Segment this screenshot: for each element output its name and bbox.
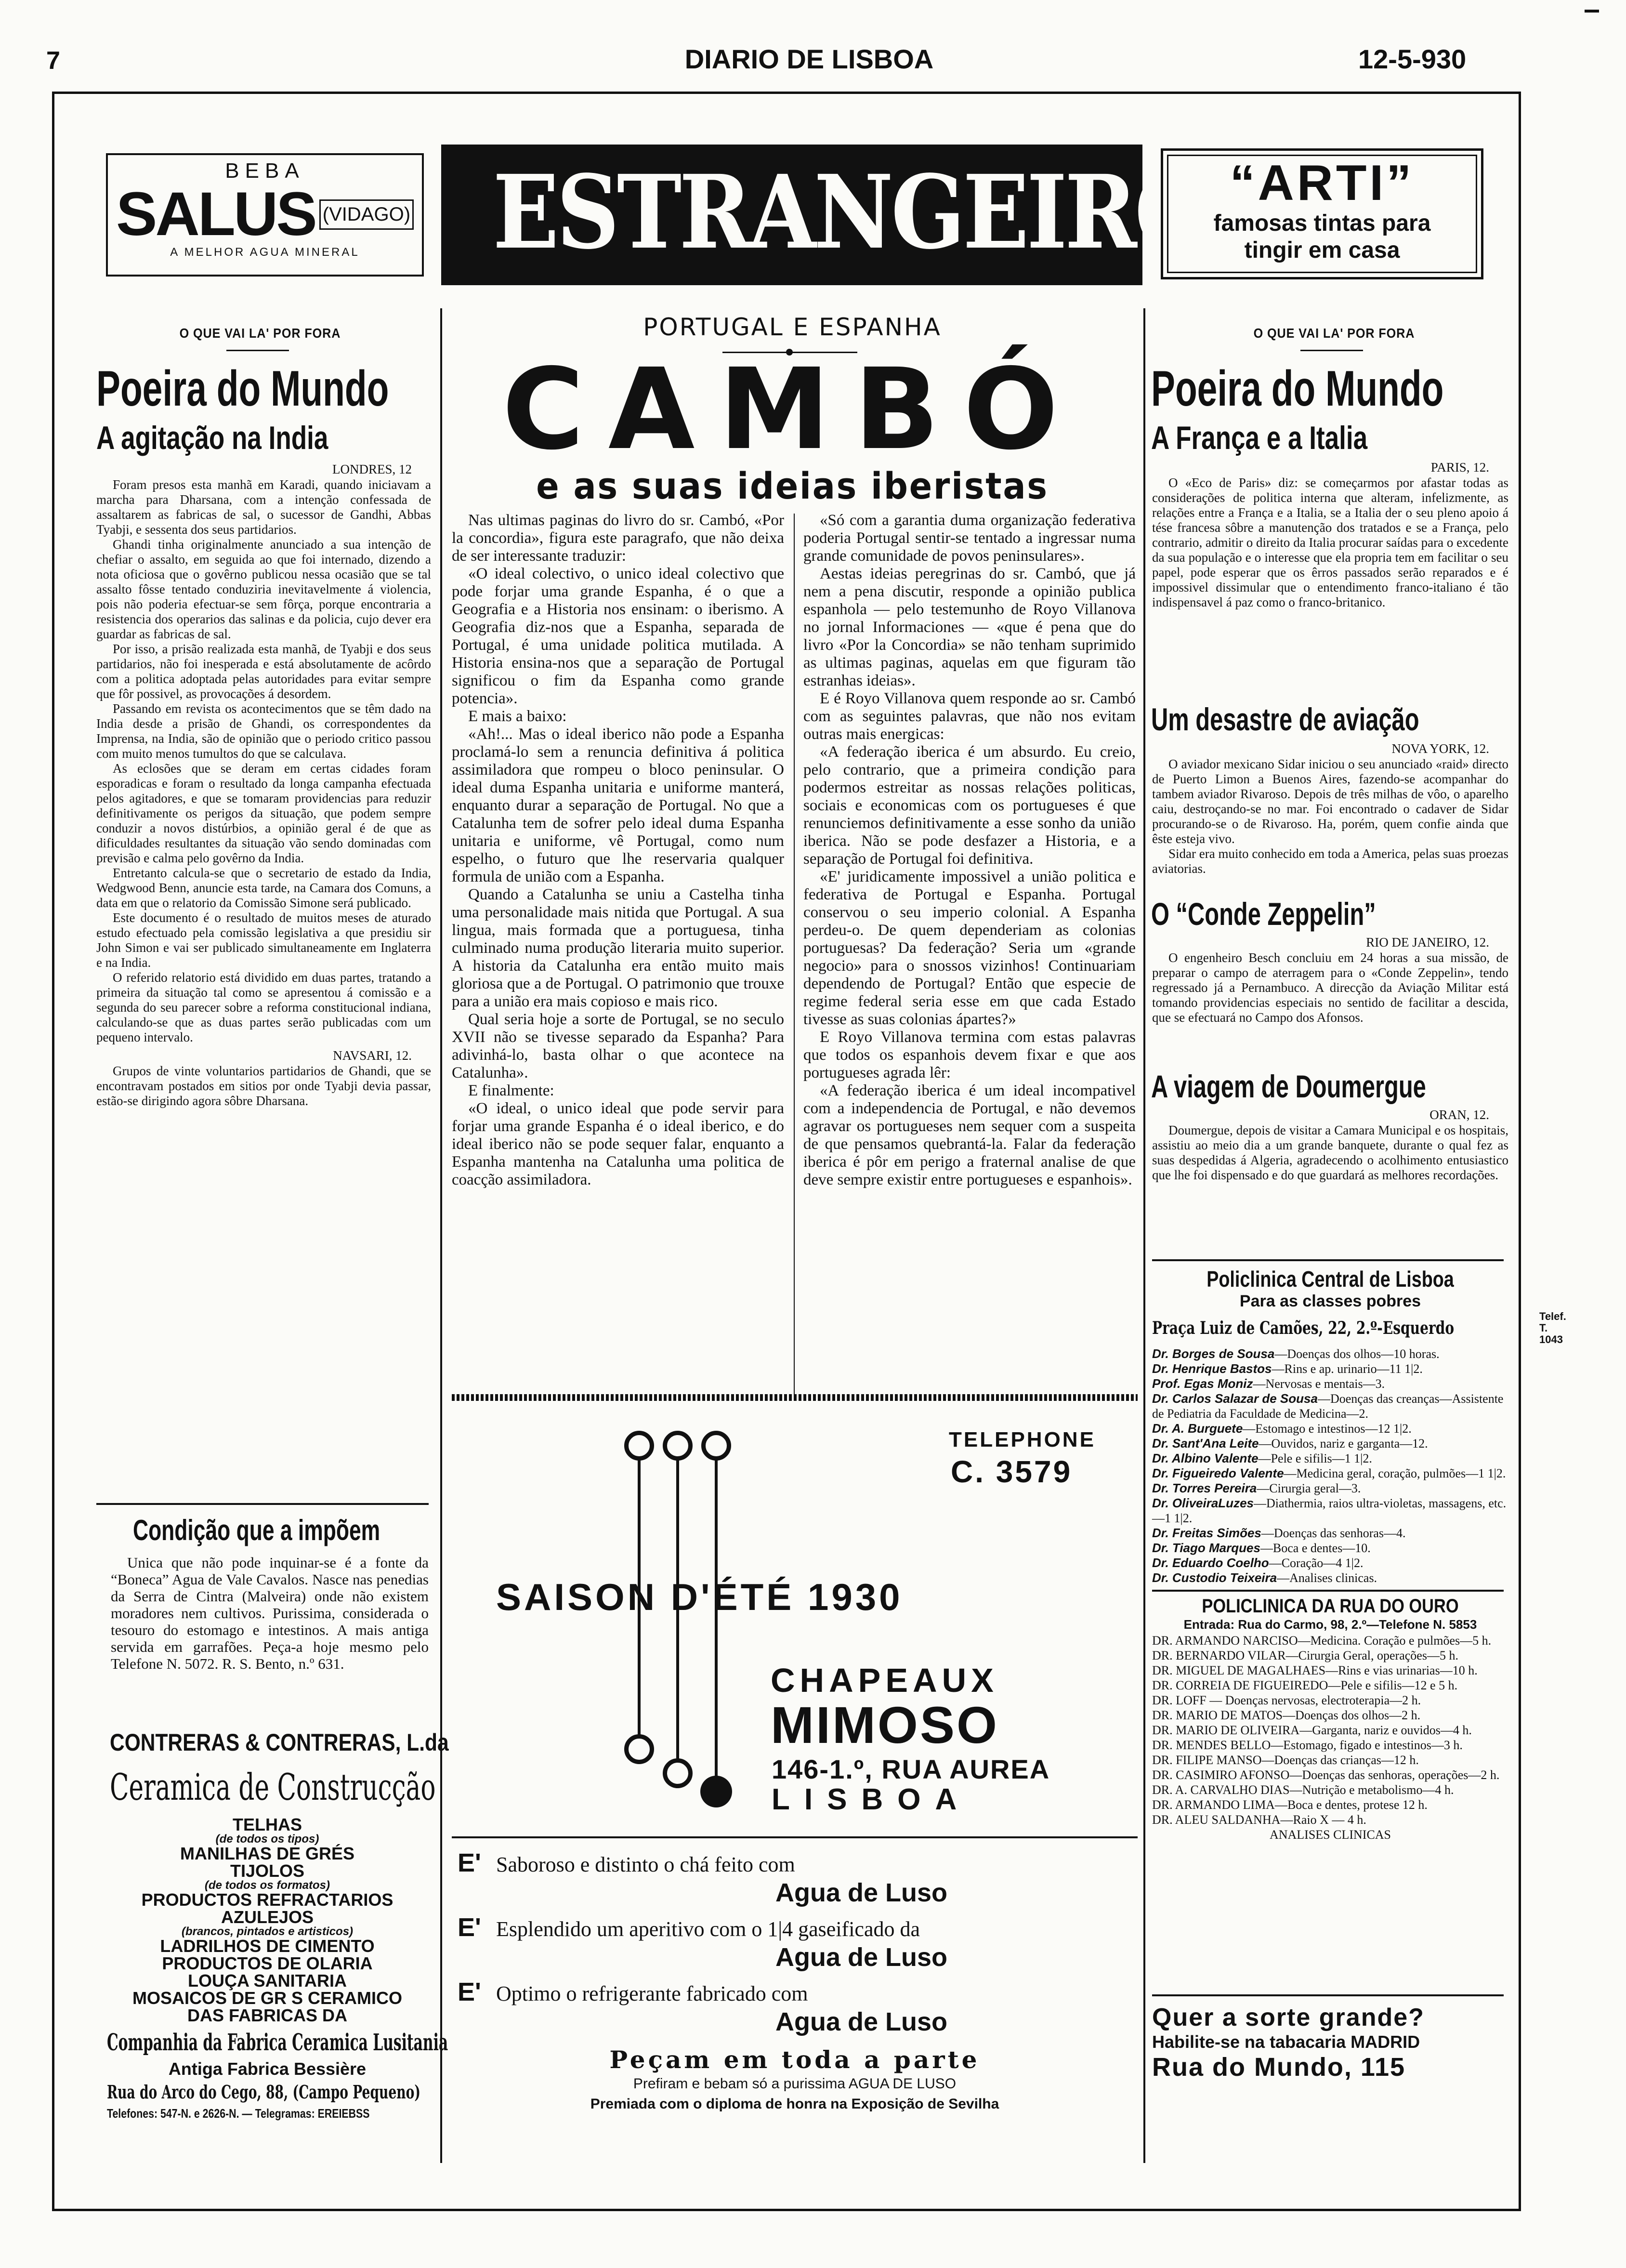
policlinica-ouro [1152, 1596, 1508, 1842]
estrangeiro-banner [441, 145, 1208, 285]
doctor-entry: DR. FILIPE MANSO—Doenças das crianças—12 h. [1152, 1753, 1419, 1767]
doctor-entry: DR. CORREIA DE FIGUEIREDO—Pele e sifilis—12 e 5 h. [1152, 1678, 1458, 1692]
corner-mark [1585, 10, 1599, 13]
doctor-entry: Dr. Freitas Simões—Doenças das senhoras—4. [1152, 1526, 1406, 1540]
dateline-rio: RIO DE JANEIRO, 12. [1366, 935, 1489, 949]
paragraph: Ghandi tinha originalmente anunciado a sua intenção de chefiar o assalto, em seguida ao que foi internado, dizendo a nota oficiosa que o govêrno publicou nessa ocasião que se tal assalto fôsse tentado conduziria inevitavelmente á violencia, pois não poderia efectuar-se sem fôrça, porque encontraria a resistencia dos operarios das salinas e da policia, cujo dever era guardar as fabricas de sal. [96, 537, 431, 641]
product-item: MOSAICOS DE GR S CERAMICO [132, 1988, 403, 2008]
ring-icon [701, 1431, 731, 1461]
paragraph: Grupos de vinte voluntarios partidarios de Ghandi, que se encontravam postados em sitios por onde Tyabji devia passar, estão-se dirigindo agora sôbre Dharsana. [96, 1064, 431, 1108]
doctor-entry: Dr. Borges de Sousa—Doenças dos olhos—10 horas. [1152, 1346, 1440, 1361]
right-divider [1152, 1994, 1504, 1996]
doctor-entry: Dr. OliveiraLuzes—Diathermia, raios ultra-violetas, massagens, etc.—1 1|2. [1152, 1496, 1507, 1525]
paragraph: E mais a baixo: [468, 708, 567, 725]
doctor-entry: DR. ARMANDO NARCISO—Medicina. Coração e pulmões—5 h. [1152, 1634, 1492, 1648]
right-article [1152, 460, 1508, 610]
doctor-entry: Dr. Torres Pereira—Cirurgia geral—3. [1152, 1481, 1361, 1495]
right-kicker: O QUE VAI LA' POR FORA [1253, 326, 1415, 341]
luso-prefix: E' [458, 1848, 481, 1877]
ceramica-title: Ceramica de Construcção [110, 1766, 436, 1808]
luso-line: Esplendido um aperitivo com o 1|4 gaseificado da [496, 1917, 920, 1941]
doctor-entry: Dr. Eduardo Coelho—Coração—4 1|2. [1152, 1556, 1364, 1570]
ceramica-address: Rua do Arco do Cego, 88, (Campo Pequeno) [107, 2081, 420, 2103]
center-kicker: PORTUGAL E ESPANHA [643, 313, 942, 341]
product-item: PRODUCTOS REFRACTARIOS [141, 1890, 393, 1910]
ouro-title: POLICLINICA DA RUA DO OURO [1202, 1596, 1459, 1617]
product-item: TELHAS [233, 1815, 302, 1834]
doctor-entry: Dr. Sant'Ana Leite—Ouvidos, nariz e garganta—12. [1152, 1436, 1428, 1450]
telephone-label: TELEPHONE [949, 1428, 1096, 1451]
companhia-name: Companhia da Fabrica Ceramica Lusitania [107, 2029, 448, 2056]
ceramica-phones: Telefones: 547-N. e 2626-N. — Telegramas: EREIEBSS [107, 2106, 370, 2121]
dot-icon [700, 1776, 732, 1807]
luso-brand: Agua de Luso [775, 2007, 948, 2036]
section-banner-text: ESTRANGEIRO [493, 153, 1208, 272]
doctor-entry: DR. MENDES BELLO—Estomago, figado e intestinos—3 h. [1152, 1738, 1463, 1752]
paragraph: O referido relatorio está dividido em duas partes, tratando a primeira da situação tal como se apresentou á comissão e a segunda do seu parecer sobre a reforma constitucional indiana, calculando-se que as duas partes serão publicadas com um pequeno intervalo. [96, 970, 431, 1044]
kicker-rule [1300, 350, 1363, 351]
right-subhead: A França e a Italia [1151, 420, 1368, 456]
product-note: (brancos, pintados e artisticos) [181, 1925, 354, 1938]
product-item: LADRILHOS DE CIMENTO [160, 1936, 375, 1956]
product-item: TIJOLOS [230, 1861, 305, 1881]
dateline-londres: LONDRES, 12 [332, 462, 412, 476]
doctor-list [1152, 1346, 1508, 1585]
left-subhead: A agitação na India [96, 420, 328, 456]
dotted-divider [452, 1394, 1138, 1401]
cambo-subhead: e as suas ideias iberistas [536, 464, 1049, 507]
dateline-nova-york: NOVA YORK, 12. [1391, 741, 1489, 756]
ouro-doctor-list [1152, 1633, 1508, 1842]
left-headline: Poeira do Mundo [96, 361, 389, 417]
sorte-ad [1152, 2003, 1508, 2082]
center-col1 [452, 512, 784, 1189]
policlinica-phone: Telef. T. 1043 [1539, 1310, 1566, 1345]
luso-top-rule [452, 1836, 1138, 1838]
dateline-paris: PARIS, 12. [1430, 460, 1489, 475]
column-rule-left [440, 308, 442, 2163]
paragraph: O aviador mexicano Sidar iniciou o seu anunciado «raid» directo de Puerto Limon a Buenos Aires, fazendo-se acompanhar do tambem aviador Rivaroso. Depois de três milhas de vôo, o aparelho caiu, destroçando-se no mar. Foi encontrado o cadaver de Sidar procurando-se o de Rivaroso. Ha, porém, quem confie ainda que êste esteja vivo. [1152, 757, 1508, 846]
condicao-headline: Condição que a impõem [133, 1514, 380, 1546]
paragraph: «Ah!... Mas o ideal iberico não pode a Espanha proclamá-lo sem a renuncia definitiva á politica assimiladora que rompeu o bloco peninsular. O ideal duma Espanha unitaria e uniforme manterá, enquanto durar a separação de Portugal. No que a Catalunha tem de sofrer pelo ideal duma Espanha unitaria e uniforme, vê Portugal, como num espelho, o futuro que lhe reservaria qualquer formula de união com a Espanha. [452, 725, 784, 885]
doctor-entry: ANALISES CLINICAS [1269, 1828, 1391, 1842]
saison-text: SAISON D'ÉTÉ 1930 [496, 1576, 903, 1618]
doumergue-article [1152, 1107, 1508, 1183]
paragraph: «O ideal colectivo, o unico ideal colectivo que pode forjar uma grande Espanha, é o que a Geografia e a Historia nos ensinam: o iberismo. A Geografia diz-nos que a Espanha, separada de Portugal, é uma unidade politica mutilada. A Historia ensina-nos que a separação de Portugal significou o fim da Espanha como grande potencia». [452, 565, 784, 707]
doctor-entry: Dr. Tiago Marques—Boca e dentes—10. [1152, 1541, 1371, 1555]
sorte-line3: Rua do Mundo, 115 [1152, 2053, 1406, 2082]
salus-beba: BEBA [225, 159, 305, 183]
paragraph: «E' juridicamente impossivel a união politica e federativa de Portugal e Espanha. Portugal conservou o seu imperio colonial. A Espanha perdeu-o. De quem dependeriam as colonias portuguesas? Da federação? Seria um «grande negocio» para o snossos vizinhos! Continuariam dependendo de Portugal? Então que especie de regime federal seria esse em que cada Estado tivesse as suas colonias ápartes?» [803, 868, 1136, 1028]
stem-line [715, 1460, 718, 1782]
doctor-entry: Dr. Henrique Bastos—Rins e ap. urinario—11 1|2. [1152, 1361, 1423, 1376]
center-inner-rule [794, 514, 795, 1395]
paragraph: E Royo Villanova termina com estas palavras que todos os espanhois devem fixar e que aos portugueses agrada lêr: [803, 1029, 1136, 1081]
ring-icon [663, 1758, 693, 1788]
left-divider [96, 1503, 429, 1505]
doctor-entry: DR. MARIO DE OLIVEIRA—Garganta, nariz e ouvidos—4 h. [1152, 1723, 1472, 1737]
product-item: MANILHAS DE GRÉS [180, 1844, 355, 1863]
aviacao-headline: Um desastre de aviação [1151, 701, 1419, 737]
policlinica-central [1152, 1266, 1566, 1585]
zeppelin-headline: O “Conde Zeppelin” [1151, 896, 1376, 932]
page-number: 7 [46, 47, 60, 75]
luso-prefiram: Prefiram e bebam só a purissima AGUA DE LUSO [633, 2076, 957, 2092]
doctor-entry: Dr. A. Burguete—Estomago e intestinos—12 1|2. [1152, 1421, 1412, 1436]
paragraph: Entretanto calcula-se que o secretario de estado da India, Wedgwood Benn, anuncie esta tarde, na Camara dos Comuns, a data em que o relatorio da Comissão Simone será publicado. [96, 866, 431, 910]
telephone-number: C. 3579 [951, 1454, 1073, 1489]
paragraph: Qual seria hoje a sorte de Portugal, se no seculo XVII não se tivesse separado da Espanha? Para adivinhá-lo, basta olhar o que acontece na Catalunha». [452, 1011, 784, 1081]
paragraph: Nas ultimas paginas do livro do sr. Cambó, «Por la concordia», figura este paragrafo, que não deixa de ser interessante traduzir: [452, 512, 784, 565]
paragraph: Sidar era muito conhecido em toda a America, pelas suas proezas aviatorias. [1152, 846, 1508, 876]
policlinica-title: Policlinica Central de Lisboa [1206, 1266, 1454, 1292]
arti-line1: famosas tintas para [1213, 211, 1431, 236]
aviacao-article [1152, 741, 1508, 876]
luso-pecam: Peçam em toda a parte [609, 2045, 980, 2074]
paragraph: «Só com a garantia duma organização federativa poderia Portugal sentir-se tentado a ingressar numa grande comunidade de povos peninsulares». [803, 512, 1136, 565]
luso-ad [458, 1848, 1132, 2112]
paragraph: Passando em revista os acontecimentos que se têm dado na India desde a prisão de Ghandi, os correspondentes da Imprensa, na India, são de opinião que o periodo critico passou com muito menos tumultos do que se calculava. [96, 701, 431, 761]
paragraph: «A federação iberica é um ideal incompativel com a independencia de Portugal, e não devemos agravar os portugueses nem sequer com a suspeita de que pensamos quebrantá-la. Falar da federação iberica é pôr em perigo a fraternal analise de que deve sempre existir entre portugueses e espanhois». [803, 1082, 1136, 1188]
product-item: PRODUCTOS DE OLARIA [162, 1953, 373, 1973]
doctor-entry: DR. ALEU SALDANHA—Raio X — 4 h. [1152, 1813, 1366, 1827]
doctor-entry: DR. BERNARDO VILAR—Cirurgia Geral, operações—5 h. [1152, 1648, 1458, 1662]
chapeaux-text: CHAPEAUX [771, 1661, 998, 1699]
doctor-entry: Dr. Figueiredo Valente—Medicina geral, coração, pulmões—1 1|2. [1152, 1466, 1506, 1480]
luso-brand: Agua de Luso [775, 1878, 948, 1907]
salus-ad [106, 153, 424, 277]
doctor-entry: Prof. Egas Moniz—Nervosas e mentais—3. [1152, 1376, 1385, 1391]
policlinica-address: Praça Luiz de Camões, 22, 2.º-Esquerdo [1152, 1318, 1455, 1338]
paragraph: As eclosões que se deram em certas cidades foram esporadicas e foram o resultado da longa campanha efectuada pelos agitadores, e que se tomaram providencias para reduzir definitivamente os perigos da situação, que podem sempre conduzir a novos distúrbios, a opinião geral é de que as dificuldades resultantes da situação vão sendo dominadas com previsão e calma pelo govêrno da India. [96, 761, 431, 865]
doctor-entry: Dr. Custodio Teixeira—Analises clinicas. [1152, 1570, 1377, 1585]
doctor-entry: DR. MARIO DE MATOS—Doenças dos olhos—2 h. [1152, 1708, 1421, 1722]
doctor-entry: Dr. Carlos Salazar de Sousa—Doenças das creanças—Assistente de Pediatria da Faculdade de Medicina—2. [1152, 1391, 1504, 1421]
paragraph: O engenheiro Besch concluiu em 24 horas a sua missão, de preparar o campo de aterragem para o «Conde Zeppelin», tendo regressado já a Pernambuco. A direcção da Aviação Militar está tomando providencias especiais no sentido de facilitar a descida, que se efectuará no Campo dos Afonsos. [1152, 950, 1508, 1025]
paragraph: «O ideal, o unico ideal que pode servir para forjar uma grande Espanha é o ideal iberico, e do ideal iberico não se pode sequer falar, enquanto a Espanha mantenha na Catalunha uma politica de coacção assimiladora. [452, 1100, 784, 1188]
ring-icon [663, 1431, 693, 1461]
ceramica-products [106, 1816, 429, 2024]
cambo-headline: CAMBÓ [502, 344, 1083, 475]
paragraph: E finalmente: [468, 1082, 554, 1099]
bessiere-name: Antiga Fabrica Bessière [168, 2059, 367, 2079]
condicao-text: Unica que não pode inquinar-se é a fonte da “Boneca” Agua de Vale Cavalos. Nasce nas penedias da Serra de Cintra (Malveira) onde não existem moradores nem cultivos. Purissima, considerada o tesouro do estomago e intestinos. A mais antiga servida em garrafões. Peça-a hoje mesmo pelo Telefone N. 5072. R. S. Bento, n.º 631. [111, 1554, 429, 1672]
paragraph: Foram presos esta manhã em Karadi, quando iniciavam a marcha para Dharsana, com a intenção confessada de assaltarem as fabricas de sal, o sucessor de Gandhi, Abbas Tyabji, e sessenta dos seus partidarios. [96, 477, 431, 537]
paragraph: O «Eco de Paris» diz: se começarmos por afastar todas as considerações de politica interna que alteram, infelizmente, as relações entre a França e a Italia, se a Italia der o seu pleno apoio á tése francesa sôbre a manutenção dos tratados e se a França, pelo contrario, admitir o direito da Italia procurar saídas para o excedente da sua população e o interesse que ela propria tem em facilitar o seu papel, pode esperar que os êrros passados serão reparados e é impossivel dissimular que o entendimento franco-italiano é tão indispensavel á paz como o franco-britanico. [1152, 475, 1508, 609]
product-item: LOUÇA SANITARIA [188, 1971, 347, 1991]
paragraph: Por isso, a prisão realizada esta manhã, de Tyabji e dos seus partidarios, não foi inesperada e está absolutamente de acôrdo com a politica adoptada pelas autoridades para evitar sempre que fôr possivel, as provocações á desordem. [96, 642, 431, 701]
doctor-entry: DR. MIGUEL DE MAGALHAES—Rins e vias urinarias—10 h. [1152, 1663, 1478, 1677]
luso-line: Optimo o refrigerante fabricado com [496, 1982, 808, 2005]
left-kicker: O QUE VAI LA' POR FORA [179, 326, 341, 341]
dateline-oran: ORAN, 12. [1429, 1108, 1489, 1122]
paragraph: Doumergue, depois de visitar a Camara Municipal e os hospitais, assistiu ao meio dia a um grande banquete, durante o qual fez as suas despedidas á Algeria, agradecendo o acolhimento entusiastico que lhe foi dispensado e do que guardará as melhores recordações. [1152, 1123, 1508, 1182]
right-divider [1152, 1259, 1504, 1261]
ring-icon [624, 1431, 654, 1461]
luso-premiada: Premiada com o diploma de honra na Exposição de Sevilha [590, 2096, 999, 2112]
newspaper-title: DIARIO DE LISBOA [684, 44, 934, 74]
zeppelin-article [1152, 935, 1508, 1025]
mimoso-brand: MIMOSO [771, 1696, 999, 1754]
luso-line: Saboroso e distinto o chá feito com [496, 1853, 795, 1876]
ring-icon [624, 1734, 654, 1764]
doumergue-headline: A viagem de Doumergue [1151, 1068, 1426, 1104]
paragraph: Este documento é o resultado de muitos meses de aturado estudo efectuado pela comissão legislativa a que presidiu sir John Simon e vai ser publicado simultaneamente em Inglaterra e na India. [96, 910, 431, 970]
arti-brand: “ARTI” [1230, 155, 1415, 211]
issue-date: 12-5-930 [1358, 44, 1467, 74]
mimoso-address: 146-1.º, RUA AUREA [772, 1754, 1050, 1784]
paragraph: «A federação iberica é um absurdo. Eu creio, pelo contrario, que a primeira condição para podermos estreitar as nossas relações politicas, sociais e economicas com os portugueses é que renunciemos definitivamente a esse sonho da união iberica. Não se pode desfazer a Historia, e a separação de Portugal foi definitiva. [803, 743, 1136, 868]
product-note: (de todos os tipos) [215, 1833, 319, 1846]
dateline-navsari: NAVSARI, 12. [333, 1048, 412, 1063]
doctor-entry: Dr. Albino Valente—Pele e sifilis—1 1|2. [1152, 1451, 1372, 1465]
doctor-entry: DR. ARMANDO LIMA—Boca e dentes, protese 12 h. [1152, 1798, 1428, 1812]
left-article [96, 462, 431, 1108]
policlinica-sub: Para as classes pobres [1239, 1292, 1421, 1310]
product-item: AZULEJOS [221, 1907, 314, 1927]
luso-prefix: E' [458, 1913, 481, 1942]
column-rule-right [1143, 308, 1145, 2163]
arti-line2: tingir em casa [1244, 237, 1400, 263]
salus-tagline: A MELHOR AGUA MINERAL [170, 246, 360, 259]
doctor-entry: DR. LOFF — Doenças nervosas, electroterapia—2 h. [1152, 1693, 1421, 1707]
condicao-ad [111, 1554, 429, 1672]
paragraph: Quando a Catalunha se uniu a Castelha tinha uma personalidade mais nitida que Portugal. A sua lingua, mais formada que a portuguesa, tinha culminado numa produção literaria muito superior. A historia da Catalunha era então muito mais gloriosa que a de Portugal. O patrimonio que trouxe para a união era mais copioso e mais rico. [452, 886, 784, 1010]
doctor-entry: DR. CASIMIRO AFONSO—Doenças das senhoras, operações—2 h. [1152, 1768, 1500, 1782]
mimoso-city: LISBOA [772, 1783, 971, 1816]
paragraph: Aestas ideias peregrinas do sr. Cambó, que já nem a pena discutir, responde a opinião publica espanhola — pelo testemunho de Royo Villanova no jornal Informaciones — «que é pena que do livro «Por la Concordia» se não tenham suprimido as ultimas paginas, aquelas em que figuram tão estranhas ideias». [803, 565, 1136, 689]
sorte-line1: Quer a sorte grande? [1152, 2004, 1425, 2031]
contreras-name: CONTRERAS & CONTRERAS, L.da [110, 1729, 449, 1756]
ouro-address: Entrada: Rua do Carmo, 98, 2.º—Telefone N. 5853 [1183, 1617, 1477, 1632]
luso-brand: Agua de Luso [775, 1943, 948, 1972]
arti-ad [1161, 148, 1483, 279]
doctor-entry: DR. A. CARVALHO DIAS—Nutrição e metabolismo—4 h. [1152, 1783, 1454, 1797]
right-headline: Poeira do Mundo [1151, 361, 1444, 417]
salus-vidago: (VIDAGO) [319, 199, 414, 230]
center-col2 [803, 512, 1136, 1189]
kicker-rule [226, 350, 289, 351]
salus-brand: SALUS [116, 180, 315, 249]
product-item: DAS FABRICAS DA [187, 2005, 347, 2025]
paragraph: E é Royo Villanova quem responde ao sr. Cambó com as seguintes palavras, que não nos evitam outras mais energicas: [803, 690, 1136, 743]
right-divider [1152, 1590, 1504, 1592]
sorte-line2: Habilite-se na tabacaria MADRID [1152, 2032, 1420, 2052]
product-note: (de todos os formatos) [204, 1879, 330, 1892]
luso-prefix: E' [458, 1978, 481, 2006]
